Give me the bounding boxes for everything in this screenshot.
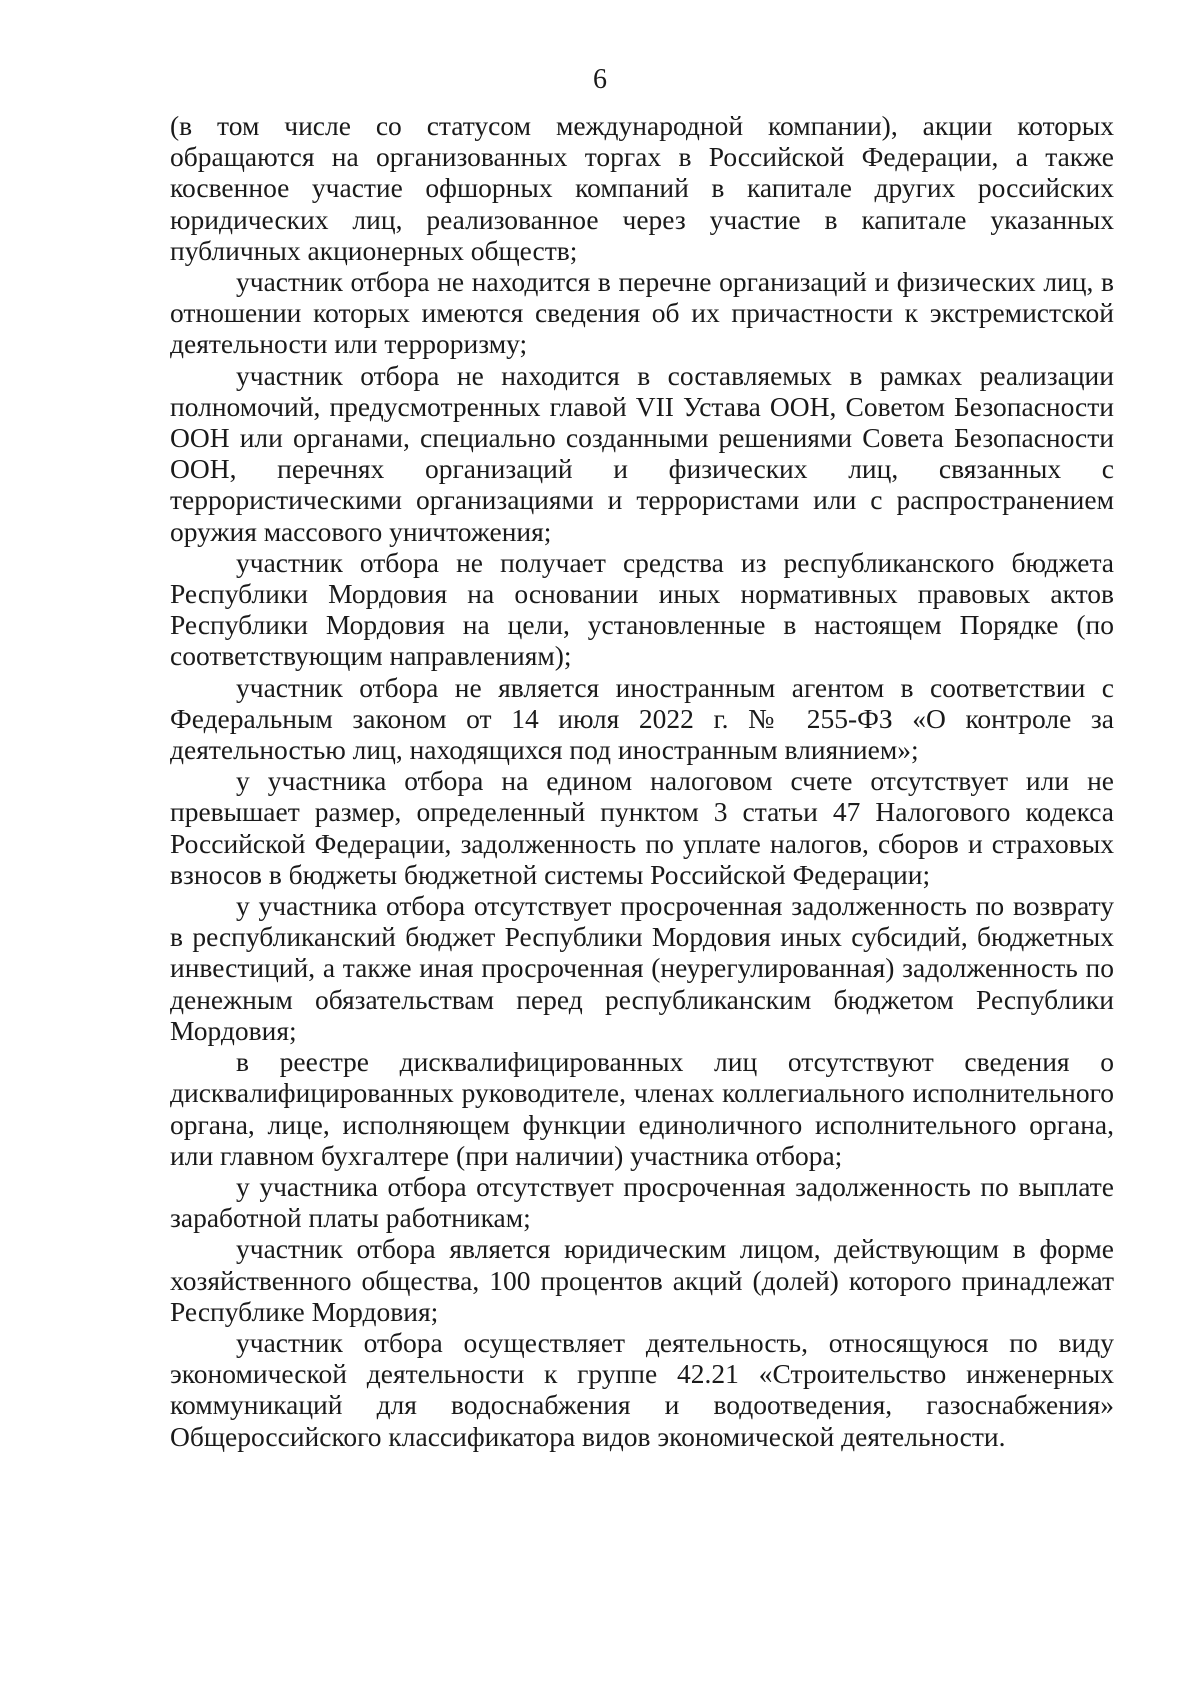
paragraph-continuation: (в том числе со статусом международной компании), акции которых обращаются на организованных торгах в Российской Федерации, а также косвенное участие офшорных компаний в капитале других российских юридических лиц, реализованное через участие в капитале указанных публичных акционерных обществ;	[170, 110, 1114, 266]
paragraph-wage-arrears: у участника отбора отсутствует просроченная задолженность по выплате заработной платы работникам;	[170, 1170, 1114, 1234]
paragraph-disqualified-persons: в реестре дисквалифицированных лиц отсутствуют сведения о дисквалифицированных руководителе, членах коллегиального исполнительного органа, лице, исполняющем функции единоличного исполнительного органа, или главном бухгалтере (при наличии) участника отбора;	[170, 1046, 1114, 1171]
paragraph-overdue-debt: у участника отбора отсутствует просроченная задолженность по возврату в республиканский бюджет Республики Мордовия иных субсидий, бюджетных инвестиций, а также иная просроченная (неурегулированная) задолженность по денежным обязательствам перед республиканским бюджетом Республики Мордовия;	[170, 890, 1114, 1046]
paragraph-un-sanctions: участник отбора не находится в составляемых в рамках реализации полномочий, предусмотренных главой VII Устава ООН, Советом Безопасности ООН или органами, специально созданными решениями Совета Безопасности ООН, перечнях организаций и физических лиц, связанных с террористическими организациями и террористами или с распространением оружия массового уничтожения;	[170, 359, 1114, 547]
paragraph-foreign-agent: участник отбора не является иностранным агентом в соответствии с Федеральным законом от 14 июля 2022 г. № 255-ФЗ «О контроле за деятельностью лиц, находящихся под иностранным влиянием»;	[170, 671, 1114, 766]
paragraph-tax-debt: у участника отбора на едином налоговом счете отсутствует или не превышает размер, определенный пунктом 3 статьи 47 Налогового кодекса Российской Федерации, задолженность по уплате налогов, сборов и страховых взносов в бюджеты бюджетной системы Российской Федерации;	[170, 765, 1114, 890]
page-number: 6	[593, 64, 607, 95]
paragraph-no-other-budget-funds: участник отбора не получает средства из республиканского бюджета Республики Мордовия на основании иных нормативных правовых актов Республики Мордовия на цели, установленные в настоящем Порядке (по соответствующим направлениям);	[170, 546, 1114, 672]
paragraph-legal-entity-form: участник отбора является юридическим лицом, действующим в форме хозяйственного общества, 100 процентов акций (долей) которого принадлежат Республике Мордовия;	[170, 1233, 1114, 1327]
paragraph-okved-activity: участник отбора осуществляет деятельность, относящуюся по виду экономической деятельности к группе 42.21 «Строительство инженерных коммуникаций для водоснабжения и водоотведения, газоснабжения» Общероссийского классификатора видов экономической деятельности.	[170, 1326, 1114, 1452]
document-body	[170, 110, 1114, 1452]
paragraph-extremism-list: участник отбора не находится в перечне организаций и физических лиц, в отношении которых имеются сведения об их причастности к экстремистской деятельности или терроризму;	[170, 266, 1114, 360]
